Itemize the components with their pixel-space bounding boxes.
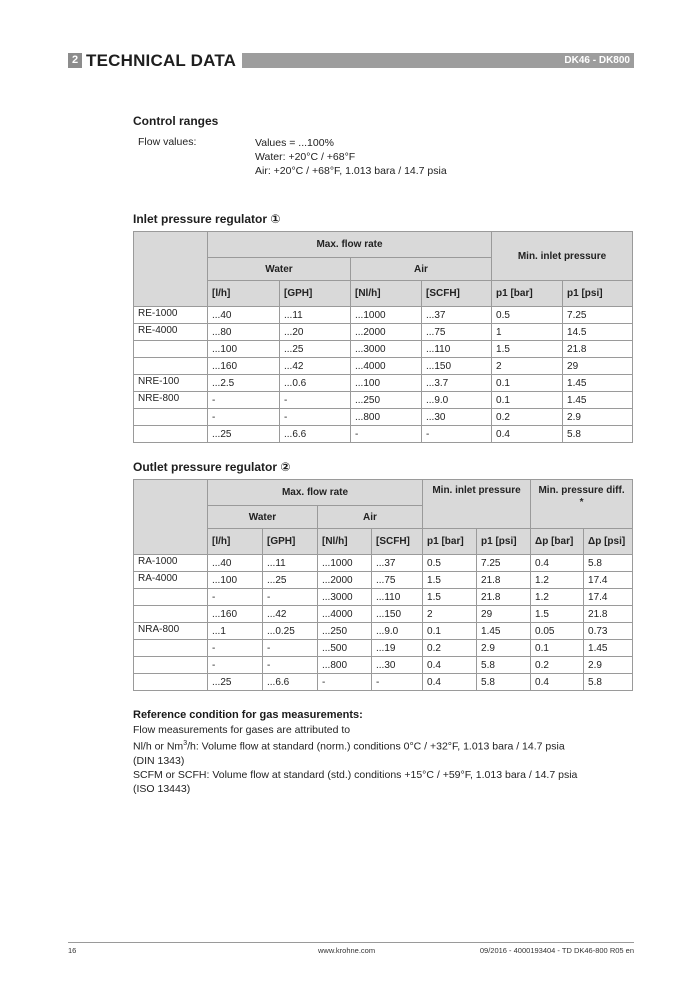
table-row xyxy=(134,623,633,640)
table-cell: 1.5 xyxy=(531,606,584,623)
table-cell: - xyxy=(208,657,263,674)
table-cell: ...100 xyxy=(208,572,263,589)
table-cell: ...2.5 xyxy=(208,375,280,392)
air-header: Air xyxy=(318,506,423,529)
min-inlet-header: Min. inlet pressure xyxy=(423,480,531,529)
table-cell: ...20 xyxy=(280,324,351,341)
table-cell: 0.1 xyxy=(423,623,477,640)
model-cell xyxy=(134,606,208,623)
table-cell: ...3.7 xyxy=(422,375,492,392)
table-row xyxy=(134,606,633,623)
table-row xyxy=(134,341,633,358)
table-cell: - xyxy=(351,426,422,443)
table-cell: 5.8 xyxy=(477,674,531,691)
table-row xyxy=(134,409,633,426)
table-cell: 0.4 xyxy=(531,674,584,691)
table-cell: 1.5 xyxy=(423,572,477,589)
table-cell: ...25 xyxy=(280,341,351,358)
table-cell: ...100 xyxy=(351,375,422,392)
outlet-table xyxy=(133,479,633,691)
model-cell xyxy=(134,358,208,375)
flow-values-line: Water: +20°C / +68°F xyxy=(255,151,356,163)
table-row xyxy=(134,375,633,392)
footer-divider xyxy=(68,942,634,943)
table-cell: - xyxy=(280,392,351,409)
table-cell: ...25 xyxy=(208,674,263,691)
table-cell: 0.2 xyxy=(492,409,563,426)
model-cell xyxy=(134,640,208,657)
table-cell: - xyxy=(422,426,492,443)
table-cell: ...100 xyxy=(208,341,280,358)
table-cell: ...800 xyxy=(351,409,422,426)
table-cell: 0.4 xyxy=(423,657,477,674)
table-row xyxy=(134,426,633,443)
table-cell: - xyxy=(372,674,423,691)
table-cell: 21.8 xyxy=(477,589,531,606)
unit-header: [GPH] xyxy=(263,529,318,555)
table-cell: 5.8 xyxy=(477,657,531,674)
table-cell: ...1 xyxy=(208,623,263,640)
table-cell: ...40 xyxy=(208,307,280,324)
table-cell: ...800 xyxy=(318,657,372,674)
table-cell: ...30 xyxy=(422,409,492,426)
model-header-cell xyxy=(134,232,208,307)
table-cell: 1.5 xyxy=(492,341,563,358)
model-cell: RE-1000 xyxy=(134,307,208,324)
reference-text xyxy=(133,723,577,796)
unit-header: [Nl/h] xyxy=(351,281,422,307)
unit-header: p1 [psi] xyxy=(477,529,531,555)
table-cell: 29 xyxy=(563,358,633,375)
model-cell xyxy=(134,341,208,358)
inlet-table xyxy=(133,231,633,443)
table-cell: - xyxy=(263,589,318,606)
table-cell: ...160 xyxy=(208,358,280,375)
table-row xyxy=(134,392,633,409)
model-cell: NRE-100 xyxy=(134,375,208,392)
table-cell: 14.5 xyxy=(563,324,633,341)
table-cell: 0.73 xyxy=(584,623,633,640)
table-cell: 0.2 xyxy=(531,657,584,674)
table-cell: ...3000 xyxy=(318,589,372,606)
water-header: Water xyxy=(208,506,318,529)
superscript: 3 xyxy=(183,740,188,747)
table-cell: 1.2 xyxy=(531,589,584,606)
table-cell: 0.4 xyxy=(492,426,563,443)
table-cell: 5.8 xyxy=(584,674,633,691)
section-number-badge: 2 xyxy=(68,53,82,68)
table-cell: 5.8 xyxy=(563,426,633,443)
reference-line: SCFM or SCFH: Volume flow at standard (std.) conditions +15°C / +59°F, 1.013 bara / 14.7 psia xyxy=(133,768,578,781)
model-cell xyxy=(134,657,208,674)
table-cell: ...11 xyxy=(263,555,318,572)
table-cell: ...110 xyxy=(372,589,423,606)
unit-header: [SCFH] xyxy=(422,281,492,307)
flow-values-line: Values = ...100% xyxy=(255,137,334,149)
model-cell: RA-1000 xyxy=(134,555,208,572)
table-cell: 5.8 xyxy=(584,555,633,572)
table-cell: ...6.6 xyxy=(280,426,351,443)
table-cell: ...1000 xyxy=(318,555,372,572)
table-cell: 0.4 xyxy=(423,674,477,691)
reference-line-text: Nl/h or Nm xyxy=(133,740,184,753)
reference-line: (ISO 13443) xyxy=(133,782,191,795)
website-link[interactable]: www.krohne.com xyxy=(318,946,376,955)
table-cell: 0.05 xyxy=(531,623,584,640)
table-cell: 1.45 xyxy=(563,375,633,392)
table-cell: ...42 xyxy=(263,606,318,623)
table-cell: ...2000 xyxy=(351,324,422,341)
table-cell: ...1000 xyxy=(351,307,422,324)
table-cell: ...25 xyxy=(208,426,280,443)
table-row xyxy=(134,640,633,657)
unit-header: [l/h] xyxy=(208,529,263,555)
model-cell xyxy=(134,409,208,426)
model-cell: RA-4000 xyxy=(134,572,208,589)
table-cell: - xyxy=(208,409,280,426)
table-cell: 1.45 xyxy=(584,640,633,657)
unit-header: [GPH] xyxy=(280,281,351,307)
table-cell: 2 xyxy=(423,606,477,623)
table-cell: ...42 xyxy=(280,358,351,375)
table-cell: ...250 xyxy=(351,392,422,409)
table-cell: ...37 xyxy=(372,555,423,572)
inlet-regulator-heading: Inlet pressure regulator ① xyxy=(133,212,281,226)
max-flow-header: Max. flow rate xyxy=(208,232,492,258)
table-cell: 0.1 xyxy=(492,392,563,409)
table-cell: ...25 xyxy=(263,572,318,589)
table-cell: ...110 xyxy=(422,341,492,358)
table-row xyxy=(134,307,633,324)
section-title: TECHNICAL DATA xyxy=(86,51,237,70)
table-cell: 2.9 xyxy=(563,409,633,426)
table-cell: ...4000 xyxy=(351,358,422,375)
page-number: 16 xyxy=(68,946,77,955)
table-cell: - xyxy=(208,640,263,657)
table-cell: ...6.6 xyxy=(263,674,318,691)
outlet-regulator-heading: Outlet pressure regulator ② xyxy=(133,460,291,474)
unit-header: [l/h] xyxy=(208,281,280,307)
control-ranges-heading: Control ranges xyxy=(133,114,219,128)
unit-header: p1 [bar] xyxy=(423,529,477,555)
model-cell: NRE-800 xyxy=(134,392,208,409)
table-cell: ...150 xyxy=(422,358,492,375)
table-cell: ...30 xyxy=(372,657,423,674)
table-cell: 17.4 xyxy=(584,589,633,606)
table-cell: ...80 xyxy=(208,324,280,341)
table-cell: 7.25 xyxy=(563,307,633,324)
model-cell xyxy=(134,589,208,606)
table-cell: ...75 xyxy=(422,324,492,341)
table-cell: ...9.0 xyxy=(422,392,492,409)
table-cell: 21.8 xyxy=(477,572,531,589)
table-row xyxy=(134,358,633,375)
reference-line: (DIN 1343) xyxy=(133,754,185,767)
footnote-marker: * xyxy=(579,497,584,508)
table-cell: - xyxy=(208,589,263,606)
unit-header: Δp [psi] xyxy=(584,529,633,555)
table-cell: 29 xyxy=(477,606,531,623)
table-cell: 0.1 xyxy=(531,640,584,657)
table-cell: ...75 xyxy=(372,572,423,589)
flow-values-label: Flow values: xyxy=(138,136,197,148)
table-cell: - xyxy=(263,640,318,657)
model-cell: RE-4000 xyxy=(134,324,208,341)
unit-header: Δp [bar] xyxy=(531,529,584,555)
table-cell: 2.9 xyxy=(584,657,633,674)
model-cell xyxy=(134,426,208,443)
table-cell: 0.1 xyxy=(492,375,563,392)
table-cell: 0.5 xyxy=(492,307,563,324)
table-cell: ...3000 xyxy=(351,341,422,358)
table-cell: 2.9 xyxy=(477,640,531,657)
table-cell: ...0.6 xyxy=(280,375,351,392)
table-cell: ...19 xyxy=(372,640,423,657)
table-cell: ...0.25 xyxy=(263,623,318,640)
table-cell: ...40 xyxy=(208,555,263,572)
table-cell: ...11 xyxy=(280,307,351,324)
flow-values-text xyxy=(255,136,447,178)
model-cell: NRA-800 xyxy=(134,623,208,640)
table-cell: 0.4 xyxy=(531,555,584,572)
table-cell: 1.45 xyxy=(477,623,531,640)
table-cell: ...250 xyxy=(318,623,372,640)
table-cell: - xyxy=(280,409,351,426)
table-row xyxy=(134,572,633,589)
table-cell: ...2000 xyxy=(318,572,372,589)
table-cell: ...160 xyxy=(208,606,263,623)
table-row xyxy=(134,657,633,674)
table-cell: 1.2 xyxy=(531,572,584,589)
flow-values-line: Air: +20°C / +68°F, 1.013 bara / 14.7 psia xyxy=(255,165,447,177)
table-cell: - xyxy=(263,657,318,674)
table-cell: 0.5 xyxy=(423,555,477,572)
air-header: Air xyxy=(351,258,492,281)
max-flow-header: Max. flow rate xyxy=(208,480,423,506)
table-cell: 17.4 xyxy=(584,572,633,589)
table-cell: 21.8 xyxy=(584,606,633,623)
document-reference: 09/2016 - 4000193404 - TD DK46-800 R05 en xyxy=(479,946,634,955)
unit-header: p1 [psi] xyxy=(563,281,633,307)
model-cell xyxy=(134,674,208,691)
table-row xyxy=(134,674,633,691)
table-row xyxy=(134,589,633,606)
table-cell: 1 xyxy=(492,324,563,341)
table-cell: 0.2 xyxy=(423,640,477,657)
table-cell: 21.8 xyxy=(563,341,633,358)
table-cell: 2 xyxy=(492,358,563,375)
reference-heading: Reference condition for gas measurements: xyxy=(133,709,363,721)
unit-header: [Nl/h] xyxy=(318,529,372,555)
model-header-cell xyxy=(134,480,208,555)
unit-header: p1 [bar] xyxy=(492,281,563,307)
table-row xyxy=(134,555,633,572)
reference-line xyxy=(133,737,577,754)
table-cell: 7.25 xyxy=(477,555,531,572)
table-cell: - xyxy=(208,392,280,409)
table-cell: ...9.0 xyxy=(372,623,423,640)
min-pressure-diff-header xyxy=(531,480,633,529)
table-cell: ...500 xyxy=(318,640,372,657)
unit-header: [SCFH] xyxy=(372,529,423,555)
table-cell: - xyxy=(318,674,372,691)
min-pressure-diff-label: Min. pressure diff. xyxy=(538,485,625,496)
product-bar: DK46 - DK800 xyxy=(242,53,634,68)
table-cell: ...150 xyxy=(372,606,423,623)
table-cell: ...4000 xyxy=(318,606,372,623)
water-header: Water xyxy=(208,258,351,281)
min-inlet-header: Min. inlet pressure xyxy=(492,232,633,281)
table-cell: 1.5 xyxy=(423,589,477,606)
reference-line-text: /h: Volume flow at standard (norm.) conditions 0°C / +32°F, 1.013 bara / 14.7 psia xyxy=(187,740,565,753)
table-row xyxy=(134,324,633,341)
reference-line: Flow measurements for gases are attributed to xyxy=(133,724,351,736)
table-cell: ...37 xyxy=(422,307,492,324)
table-cell: 1.45 xyxy=(563,392,633,409)
page-header xyxy=(68,52,634,70)
